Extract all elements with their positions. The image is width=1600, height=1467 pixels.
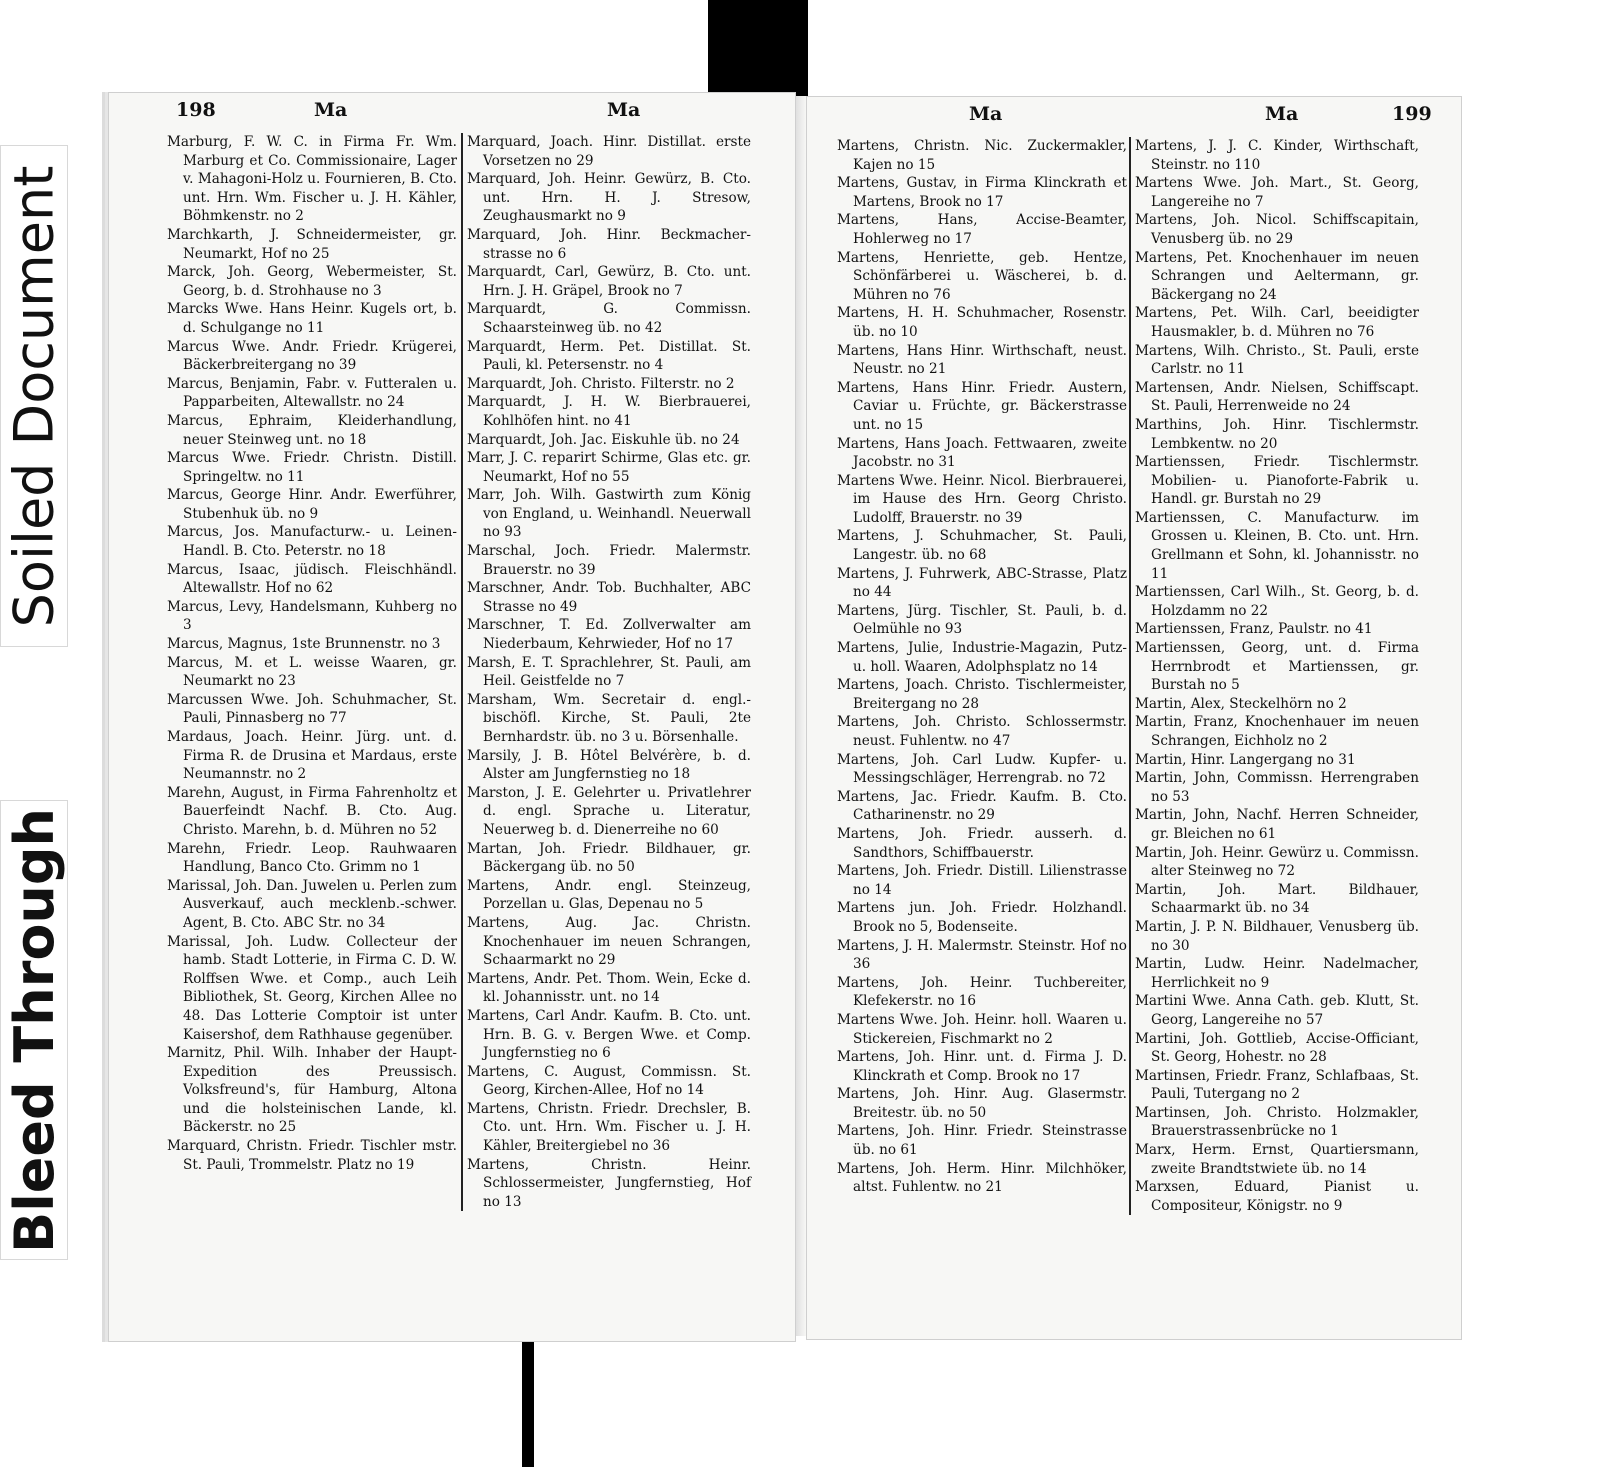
directory-entry: Martens, Joh. Heinr. Tuchbereiter, Klefekerstr. no 16 bbox=[837, 974, 1127, 1010]
directory-entry: Martens, Joh. Friedr. Distill. Lilienstrasse no 14 bbox=[837, 863, 1127, 898]
directory-entry: Marquardt, Carl, Gewürz, B. Cto. unt. Hrn. J. H. Gräpel, Brook no 7 bbox=[467, 264, 751, 299]
directory-entry: Martens, Joh. Friedr. ausserh. d. Sandthors, Schiffbauerstr. bbox=[837, 825, 1127, 861]
directory-entry: Martin, Ludw. Heinr. Nadelmacher, Herrlichkeit no 9 bbox=[1135, 956, 1419, 991]
directory-entry: Martin, Joh. Heinr. Gewürz u. Commissn. alter Steinweg no 72 bbox=[1135, 844, 1419, 880]
directory-entry: Martin, John, Nachf. Herren Schneider, gr. Bleichen no 61 bbox=[1135, 807, 1419, 842]
directory-entry: Marquard, Christn. Friedr. Tischler mstr. St. Pauli, Trommelstr. Platz no 19 bbox=[167, 1138, 457, 1173]
directory-entry: Martens jun. Joh. Friedr. Holzhandl. Brook no 5, Bodenseite. bbox=[837, 900, 1127, 935]
page-number: 198 bbox=[176, 99, 216, 121]
directory-entry: Martens, Jürg. Tischler, St. Pauli, b. d. Oelmühle no 93 bbox=[837, 602, 1127, 638]
directory-entry: Marnitz, Phil. Wilh. Inhaber der Haupt-Expedition des Preussisch. Volksfreund's, für Hamburg, Altona und die holsteinischen Lande, kl. Bäckerstr. no 25 bbox=[167, 1045, 457, 1136]
left-page-column-1 bbox=[167, 133, 457, 1174]
spine-shade bbox=[796, 96, 806, 1336]
directory-entry: Martens, Carl Andr. Kaufm. B. Cto. unt. Hrn. B. G. v. Bergen Wwe. et Comp. Jungfernstieg no 6 bbox=[467, 1007, 751, 1062]
directory-entry: Marcus, Ephraim, Kleiderhandlung, neuer Steinweg unt. no 18 bbox=[167, 412, 457, 448]
directory-entry: Marcus, Magnus, 1ste Brunnenstr. no 3 bbox=[167, 636, 441, 653]
directory-entry: Martienssen, Carl Wilh., St. Georg, b. d. Holzdamm no 22 bbox=[1135, 584, 1419, 619]
directory-entry: Martens, Gustav, in Firma Klinckrath et Martens, Brook no 17 bbox=[837, 175, 1127, 210]
directory-entry: Martens, Henriette, geb. Hentze, Schönfärberei u. Wäscherei, b. d. Mühren no 76 bbox=[837, 249, 1127, 303]
left-page bbox=[108, 92, 796, 1342]
right-page-column-1 bbox=[837, 137, 1127, 1197]
directory-entry: Martinsen, Friedr. Franz, Schlafbaas, St. Pauli, Tutergang no 2 bbox=[1135, 1067, 1419, 1103]
directory-entry: Marquardt, J. H. W. Bierbrauerei, Kohlhöfen hint. no 41 bbox=[467, 394, 751, 429]
directory-entry: Marissal, Joh. Dan. Juwelen u. Perlen zum Ausverkauf, auch mecklenb.-schwer. Agent, B. Cto. ABC Str. no 34 bbox=[167, 877, 457, 931]
directory-entry: Martens, Pet. Wilh. Carl, beeidigter Hausmakler, b. d. Mühren no 76 bbox=[1135, 305, 1419, 340]
directory-entry: Marck, Joh. Georg, Webermeister, St. Georg, b. d. Strohhause no 3 bbox=[167, 264, 457, 299]
running-head: Ma bbox=[314, 99, 348, 121]
directory-entry: Martens Wwe. Heinr. Nicol. Bierbrauerei, im Hause des Hrn. Georg Christo. Ludolff, Brauerstr. no 39 bbox=[837, 472, 1127, 526]
directory-entry: Martens, Hans Joach. Fettwaaren, zweite Jacobstr. no 31 bbox=[837, 435, 1127, 471]
directory-entry: Marcus, George Hinr. Andr. Ewerführer, Stubenhuk üb. no 9 bbox=[167, 487, 457, 522]
directory-entry: Marcus, M. et L. weisse Waaren, gr. Neumarkt no 23 bbox=[167, 654, 457, 690]
directory-entry: Martens, Christn. Nic. Zuckermakler, Kajen no 15 bbox=[837, 138, 1127, 173]
entry-list bbox=[1135, 137, 1419, 1215]
directory-entry: Martens, J. Fuhrwerk, ABC-Strasse, Platz no 44 bbox=[837, 565, 1127, 601]
directory-entry: Martens, Christn. Friedr. Drechsler, B. Cto. unt. Hrn. Wm. Fischer u. J. H. Kähler, Breitergiebel no 36 bbox=[467, 1100, 751, 1155]
directory-entry: Marsham, Wm. Secretair d. engl.-bischöfl. Kirche, St. Pauli, 2te Bernhardstr. üb. no 3 u. Börsenhalle. bbox=[467, 691, 751, 745]
directory-entry: Martens Wwe. Joh. Mart., St. Georg, Langereihe no 7 bbox=[1135, 175, 1419, 210]
directory-entry: Marcks Wwe. Hans Heinr. Kugels ort, b. d. Schulgange no 11 bbox=[167, 301, 457, 336]
directory-entry: Marchkarth, J. Schneidermeister, gr. Neumarkt, Hof no 25 bbox=[167, 226, 457, 262]
directory-entry: Martens Wwe. Joh. Heinr. holl. Waaren u. Stickereien, Fischmarkt no 2 bbox=[837, 1011, 1127, 1047]
directory-entry: Marquard, Joach. Hinr. Distillat. erste Vorsetzen no 29 bbox=[467, 134, 751, 169]
directory-entry: Marsh, E. T. Sprachlehrer, St. Pauli, am Heil. Geistfelde no 7 bbox=[467, 654, 751, 690]
directory-entry: Martens, J. J. C. Kinder, Wirthschaft, Steinstr. no 110 bbox=[1135, 138, 1419, 173]
directory-entry: Martin, Alex, Steckelhörn no 2 bbox=[1135, 695, 1347, 712]
directory-entry: Marthins, Joh. Hinr. Tischlermstr. Lembkentw. no 20 bbox=[1135, 416, 1419, 452]
directory-entry: Marquard, Joh. Hinr. Beckmacher-strasse no 6 bbox=[467, 226, 751, 262]
directory-entry: Marcussen Wwe. Joh. Schuhmacher, St. Pauli, Pinnasberg no 77 bbox=[167, 691, 457, 727]
soiled-document-label: Soiled Document bbox=[0, 145, 68, 647]
directory-entry: Martensen, Andr. Nielsen, Schiffscapt. St. Pauli, Herrenweide no 24 bbox=[1135, 379, 1419, 415]
directory-entry: Marxsen, Eduard, Pianist u. Compositeur, Königstr. no 9 bbox=[1135, 1179, 1419, 1214]
directory-entry: Marquardt, G. Commissn. Schaarsteinweg üb. no 42 bbox=[467, 301, 751, 336]
directory-entry: Martin, Hinr. Langergang no 31 bbox=[1135, 751, 1356, 768]
entry-list bbox=[837, 137, 1127, 1197]
directory-entry: Martens, Joh. Hinr. Friedr. Steinstrasse üb. no 61 bbox=[837, 1123, 1127, 1159]
directory-entry: Marschner, T. Ed. Zollverwalter am Niederbaum, Kehrwieder, Hof no 17 bbox=[467, 617, 751, 653]
right-page-header bbox=[807, 103, 1461, 129]
directory-entry: Martens, Joh. Herm. Hinr. Milchhöker, altst. Fuhlentw. no 21 bbox=[837, 1160, 1127, 1196]
running-head: Ma bbox=[607, 99, 641, 121]
directory-entry: Martens, Joach. Christo. Tischlermeister, Breitergang no 28 bbox=[837, 677, 1127, 712]
directory-entry: Marx, Herm. Ernst, Quartiersmann, zweite Brandtstwiete üb. no 14 bbox=[1135, 1142, 1419, 1177]
right-page bbox=[806, 96, 1462, 1340]
directory-entry: Martin, Franz, Knochenhauer im neuen Schrangen, Eichholz no 2 bbox=[1135, 714, 1419, 749]
directory-entry: Martini, Joh. Gottlieb, Accise-Officiant, St. Georg, Hohestr. no 28 bbox=[1135, 1030, 1419, 1066]
directory-entry: Martens, Pet. Knochenhauer im neuen Schrangen und Aeltermann, gr. Bäckergang no 24 bbox=[1135, 249, 1419, 303]
directory-entry: Marsily, J. B. Hôtel Belvérère, b. d. Alster am Jungfernstieg no 18 bbox=[467, 747, 751, 783]
directory-entry: Marehn, Friedr. Leop. Rauhwaaren Handlung, Banco Cto. Grimm no 1 bbox=[167, 840, 457, 876]
directory-entry: Mardaus, Joach. Heinr. Jürg. unt. d. Firma R. de Drusina et Mardaus, erste Neumannstr. no 2 bbox=[167, 729, 457, 783]
entry-list bbox=[167, 133, 457, 1174]
directory-entry: Martens, Andr. Pet. Thom. Wein, Ecke d. kl. Johannisstr. unt. no 14 bbox=[467, 970, 751, 1006]
directory-entry: Martin, John, Commissn. Herrengraben no 53 bbox=[1135, 770, 1419, 805]
directory-entry: Martens, Julie, Industrie-Magazin, Putz- u. holl. Waaren, Adolphsplatz no 14 bbox=[837, 640, 1127, 675]
page-number: 199 bbox=[1392, 103, 1432, 125]
directory-entry: Martienssen, C. Manufacturw. im Grossen u. Kleinen, B. Cto. unt. Hrn. Grellmann et Sohn, kl. Johannisstr. no 11 bbox=[1135, 509, 1419, 582]
directory-entry: Martens, Joh. Christo. Schlossermstr. neust. Fuhlentw. no 47 bbox=[837, 714, 1127, 749]
directory-entry: Martens, Christn. Heinr. Schlossermeister, Jungfernstieg, Hof no 13 bbox=[467, 1156, 751, 1210]
directory-entry: Marquardt, Joh. Jac. Eiskuhle üb. no 24 bbox=[467, 431, 740, 448]
directory-entry: Martens, J. Schuhmacher, St. Pauli, Langestr. üb. no 68 bbox=[837, 528, 1127, 564]
directory-entry: Martini Wwe. Anna Cath. geb. Klutt, St. Georg, Langereihe no 57 bbox=[1135, 993, 1419, 1028]
directory-entry: Marcus, Levy, Handelsmann, Kuhberg no 3 bbox=[167, 598, 457, 634]
directory-entry: Martienssen, Franz, Paulstr. no 41 bbox=[1135, 621, 1373, 638]
directory-entry: Marschal, Joch. Friedr. Malermstr. Brauerstr. no 39 bbox=[467, 543, 751, 578]
directory-entry: Martens, Hans, Accise-Beamter, Hohlerweg no 17 bbox=[837, 212, 1127, 247]
gutter-top-bar bbox=[708, 0, 808, 100]
directory-entry: Martienssen, Friedr. Tischlermstr. Mobilien- u. Pianoforte-Fabrik u. Handl. gr. Burstah no 29 bbox=[1135, 454, 1419, 508]
directory-entry: Martens, J. H. Malermstr. Steinstr. Hof no 36 bbox=[837, 937, 1127, 973]
directory-entry: Marquard, Joh. Heinr. Gewürz, B. Cto. unt. Hrn. H. J. Stresow, Zeughausmarkt no 9 bbox=[467, 171, 751, 225]
directory-entry: Marehn, August, in Firma Fahrenholtz et Bauerfeindt Nachf. B. Cto. Aug. Christo. Marehn, b. d. Mühren no 52 bbox=[167, 784, 457, 838]
directory-entry: Martienssen, Georg, unt. d. Firma Herrnbrodt et Martienssen, gr. Burstah no 5 bbox=[1135, 640, 1419, 694]
bleed-through-label: Bleed Through bbox=[0, 800, 68, 1260]
directory-entry: Martens, Andr. engl. Steinzeug, Porzellan u. Glas, Depenau no 5 bbox=[467, 877, 751, 913]
directory-entry: Martens, Joh. Carl Ludw. Kupfer- u. Messingschläger, Herrengrab. no 72 bbox=[837, 751, 1127, 787]
directory-entry: Martens, Aug. Jac. Christn. Knochenhauer im neuen Schrangen, Schaarmarkt no 29 bbox=[467, 914, 751, 969]
directory-entry: Martens, Wilh. Christo., St. Pauli, erste Carlstr. no 11 bbox=[1135, 342, 1419, 378]
directory-entry: Martin, Joh. Mart. Bildhauer, Schaarmarkt üb. no 34 bbox=[1135, 881, 1419, 917]
directory-entry: Marquardt, Joh. Christo. Filterstr. no 2 bbox=[467, 375, 735, 392]
directory-entry: Martens, Joh. Hinr. Aug. Glasermstr. Breitestr. üb. no 50 bbox=[837, 1086, 1127, 1121]
directory-entry: Marcus, Isaac, jüdisch. Fleischhändl. Altewallstr. Hof no 62 bbox=[167, 561, 457, 597]
directory-entry: Martens, H. H. Schuhmacher, Rosenstr. üb. no 10 bbox=[837, 305, 1127, 340]
directory-entry: Martens, C. August, Commissn. St. Georg, Kirchen-Allee, Hof no 14 bbox=[467, 1063, 751, 1099]
directory-entry: Marissal, Joh. Ludw. Collecteur der hamb. Stadt Lotterie, in Firma C. D. W. Rolffsen Wwe. et Comp., auch Leih Bibliothek, St. Georg, Kirchen Allee no 48. Das Lotterie Comptoir ist unter Kaisershof, dem Rathhause gegenüber. bbox=[167, 933, 457, 1043]
directory-entry: Marcus, Benjamin, Fabr. v. Futteralen u. Papparbeiten, Altewallstr. no 24 bbox=[167, 375, 457, 411]
running-head: Ma bbox=[969, 103, 1003, 125]
directory-entry: Martens, Joh. Nicol. Schiffscapitain, Venusberg üb. no 29 bbox=[1135, 212, 1419, 247]
entry-list bbox=[467, 133, 751, 1211]
directory-entry: Martens, Jac. Friedr. Kaufm. B. Cto. Catharinenstr. no 29 bbox=[837, 788, 1127, 824]
directory-entry: Marcus, Jos. Manufacturw.- u. Leinen-Handl. B. Cto. Peterstr. no 18 bbox=[167, 524, 457, 560]
directory-entry: Martan, Joh. Friedr. Bildhauer, gr. Bäckergang üb. no 50 bbox=[467, 840, 751, 876]
directory-entry: Marston, J. E. Gelehrter u. Privatlehrer d. engl. Sprache u. Literatur, Neuerweg b. d. Dienerreihe no 60 bbox=[467, 784, 751, 838]
directory-entry: Marschner, Andr. Tob. Buchhalter, ABC Strasse no 49 bbox=[467, 580, 751, 615]
directory-entry: Marburg, F. W. C. in Firma Fr. Wm. Marburg et Co. Commissionaire, Lager v. Mahagoni-Holz u. Fournieren, B. Cto. unt. Hrn. Wm. Fischer u. J. H. Kähler, Böhmkenstr. no 2 bbox=[167, 134, 457, 225]
directory-entry: Marquardt, Herm. Pet. Distillat. St. Pauli, kl. Petersenstr. no 4 bbox=[467, 338, 751, 374]
left-page-column-2 bbox=[461, 133, 751, 1211]
directory-entry: Martinsen, Joh. Christo. Holzmakler, Brauerstrassenbrücke no 1 bbox=[1135, 1104, 1419, 1140]
directory-entry: Martens, Hans Hinr. Friedr. Austern, Caviar u. Früchte, gr. Bäckerstrasse unt. no 15 bbox=[837, 379, 1127, 433]
directory-entry: Marcus Wwe. Andr. Friedr. Krügerei, Bäckerbreitergang no 39 bbox=[167, 338, 457, 374]
right-page-column-2 bbox=[1129, 137, 1419, 1215]
directory-entry: Marr, Joh. Wilh. Gastwirth zum König von England, u. Weinhandl. Neuerwall no 93 bbox=[467, 487, 751, 541]
left-page-header bbox=[109, 99, 795, 125]
directory-entry: Marcus Wwe. Friedr. Christn. Distill. Springeltw. no 11 bbox=[167, 450, 457, 485]
directory-entry: Marr, J. C. reparirt Schirme, Glas etc. gr. Neumarkt, Hof no 55 bbox=[467, 450, 751, 485]
directory-entry: Martin, J. P. N. Bildhauer, Venusberg üb. no 30 bbox=[1135, 918, 1419, 954]
directory-entry: Martens, Hans Hinr. Wirthschaft, neust. Neustr. no 21 bbox=[837, 342, 1127, 378]
running-head: Ma bbox=[1265, 103, 1299, 125]
directory-entry: Martens, Joh. Hinr. unt. d. Firma J. D. Klinckrath et Comp. Brook no 17 bbox=[837, 1049, 1127, 1084]
gutter-bottom-bar bbox=[522, 1332, 534, 1467]
